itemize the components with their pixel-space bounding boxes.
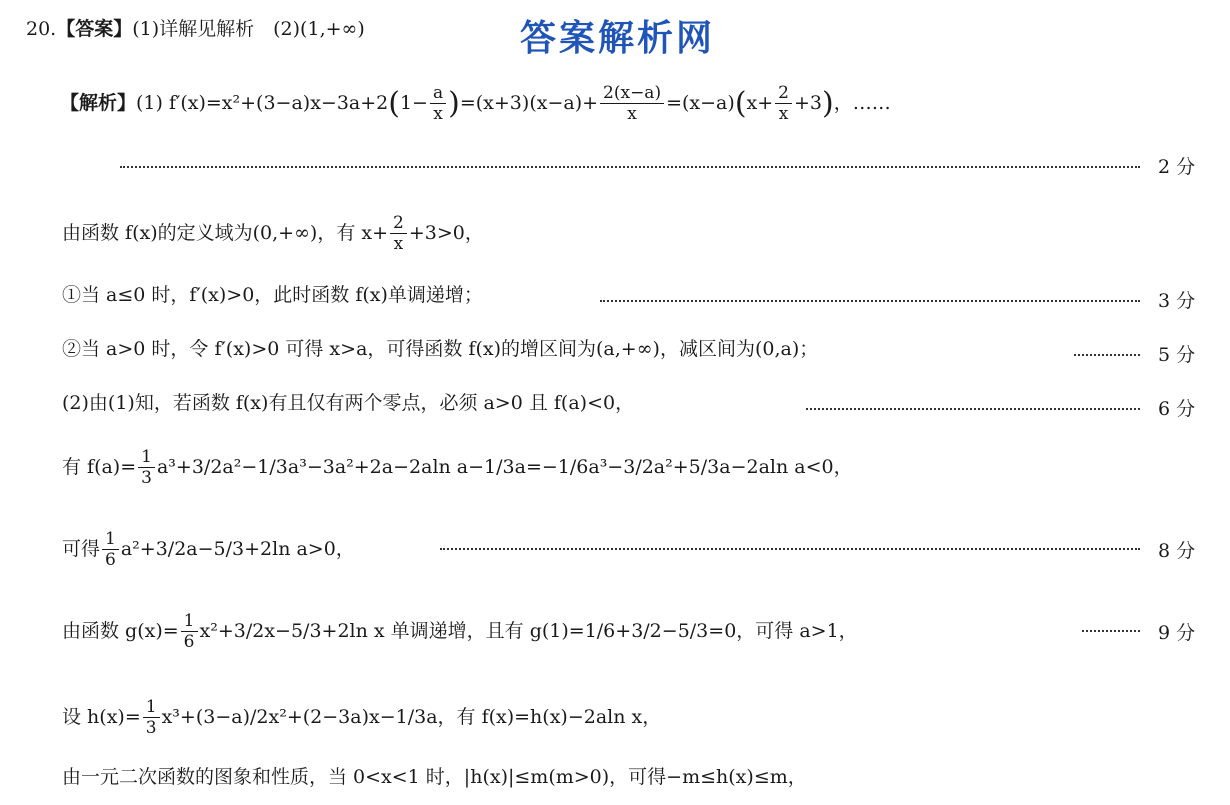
result-expr: a²+3/2a−5/3+2ln a>0， — [120, 538, 355, 561]
frac-num: 1 — [181, 612, 198, 632]
frac-num: 1 — [102, 530, 119, 550]
hx-expr: x³+(3−a)/2x²+(2−3a)x−1/3a，有 f(x)=h(x)−2aln x， — [161, 706, 662, 729]
answer-tag: 【答案】 — [56, 18, 133, 40]
hx-label: 设 h(x)= — [62, 706, 141, 729]
gx-label: 由函数 g(x)= — [62, 620, 179, 643]
fraction-1-over-3 — [138, 448, 155, 488]
frac-den: 6 — [183, 631, 195, 652]
fraction-a-over-x — [430, 84, 446, 124]
frac-num: 1 — [138, 448, 155, 468]
domain-text: 由函数 f(x)的定义域为(0,+∞)，有 x+ — [62, 222, 388, 245]
paren-close: ) — [448, 86, 460, 122]
frac-num: 2(x−a) — [600, 84, 664, 104]
answer-header — [26, 20, 365, 39]
paren-open: ( — [388, 86, 400, 122]
analysis-line-9 — [62, 698, 661, 738]
fraction-2-over-x — [775, 84, 792, 124]
frac-den: 3 — [145, 717, 157, 738]
answer-text: (1)详解见解析 (2)(1,+∞) — [132, 18, 365, 40]
fraction-1-over-6 — [102, 530, 119, 570]
dot-leader — [806, 408, 1140, 410]
domain-end: +3>0， — [408, 222, 484, 245]
watermark: 答案解析网 — [520, 18, 716, 59]
result-label: 可得 — [62, 538, 101, 561]
analysis-line-6 — [62, 448, 853, 488]
gx-expr: x²+3/2x−5/3+2ln x 单调递增，且有 g(1)=1/6+3/2−5/3=0，可得 a>1， — [199, 620, 858, 643]
fa-label: 有 f(a)= — [62, 456, 137, 479]
fraction-2xa-over-x — [600, 84, 664, 124]
score-label: 5 分 — [1158, 344, 1196, 366]
analysis-line-8 — [62, 612, 858, 652]
question-number: 20. — [26, 18, 57, 40]
score-label: 8 分 — [1158, 540, 1196, 562]
analysis-line-1 — [60, 84, 891, 124]
analysis-line-3: ①当 a≤0 时，f′(x)>0，此时函数 f(x)单调递增； — [62, 284, 483, 306]
frac-num: a — [430, 84, 446, 104]
score-label: 2 分 — [1158, 156, 1196, 178]
score-label: 9 分 — [1158, 622, 1196, 644]
dot-leader — [440, 548, 1140, 550]
frac-den: 3 — [141, 467, 152, 488]
fraction-1-over-6 — [181, 612, 198, 652]
plus-three: +3 — [794, 92, 823, 115]
analysis-line-4: ②当 a>0 时，令 f′(x)>0 可得 x>a，可得函数 f(x)的增区间为(a,+∞)，减区间为(0,a)； — [62, 338, 819, 360]
fraction-2-over-x — [390, 214, 407, 254]
frac-num: 2 — [390, 214, 407, 234]
one-minus: 1− — [399, 92, 428, 115]
dot-leader — [600, 300, 1140, 302]
final-factor: =(x−a) — [666, 92, 735, 115]
analysis-line-5: (2)由(1)知，若函数 f(x)有且仅有两个零点，必须 a>0 且 f(a)<0， — [62, 392, 635, 414]
fraction-1-over-3 — [143, 698, 160, 738]
score-label: 3 分 — [1158, 290, 1196, 312]
dot-leader — [120, 166, 1140, 168]
frac-den: x — [393, 233, 404, 254]
frac-num: 2 — [775, 84, 792, 104]
analysis-line-2 — [62, 214, 484, 254]
frac-den: x — [778, 103, 789, 124]
frac-den: x — [433, 103, 443, 124]
analysis-tag: 【解析】 — [60, 92, 137, 115]
dot-leader — [1082, 630, 1140, 632]
score-label: 6 分 — [1158, 398, 1196, 420]
frac-num: 1 — [143, 698, 160, 718]
frac-den: 6 — [105, 549, 116, 570]
dot-leader — [1074, 354, 1140, 356]
analysis-line-10: 由一元二次函数的图象和性质，当 0<x<1 时，|h(x)|≤m(m>0)，可得−m≤h(x)≤m， — [62, 766, 807, 788]
line-ellipsis: ，…… — [833, 92, 891, 115]
fa-expr: a³+3/2a²−1/3a³−3a²+2a−2aln a−1/3a=−1/6a³−3/2a²+5/3a−2aln a<0， — [156, 456, 853, 479]
x-plus: x+ — [746, 92, 774, 115]
frac-den: x — [627, 103, 637, 124]
factored-expr: =(x+3)(x−a)+ — [459, 92, 599, 115]
analysis-line-7 — [62, 530, 355, 570]
derivative-expr: (1) f′(x)=x²+(3−a)x−3a+2 — [136, 92, 389, 115]
paren-close-2: ) — [822, 86, 834, 122]
paren-open-2: ( — [734, 86, 747, 122]
